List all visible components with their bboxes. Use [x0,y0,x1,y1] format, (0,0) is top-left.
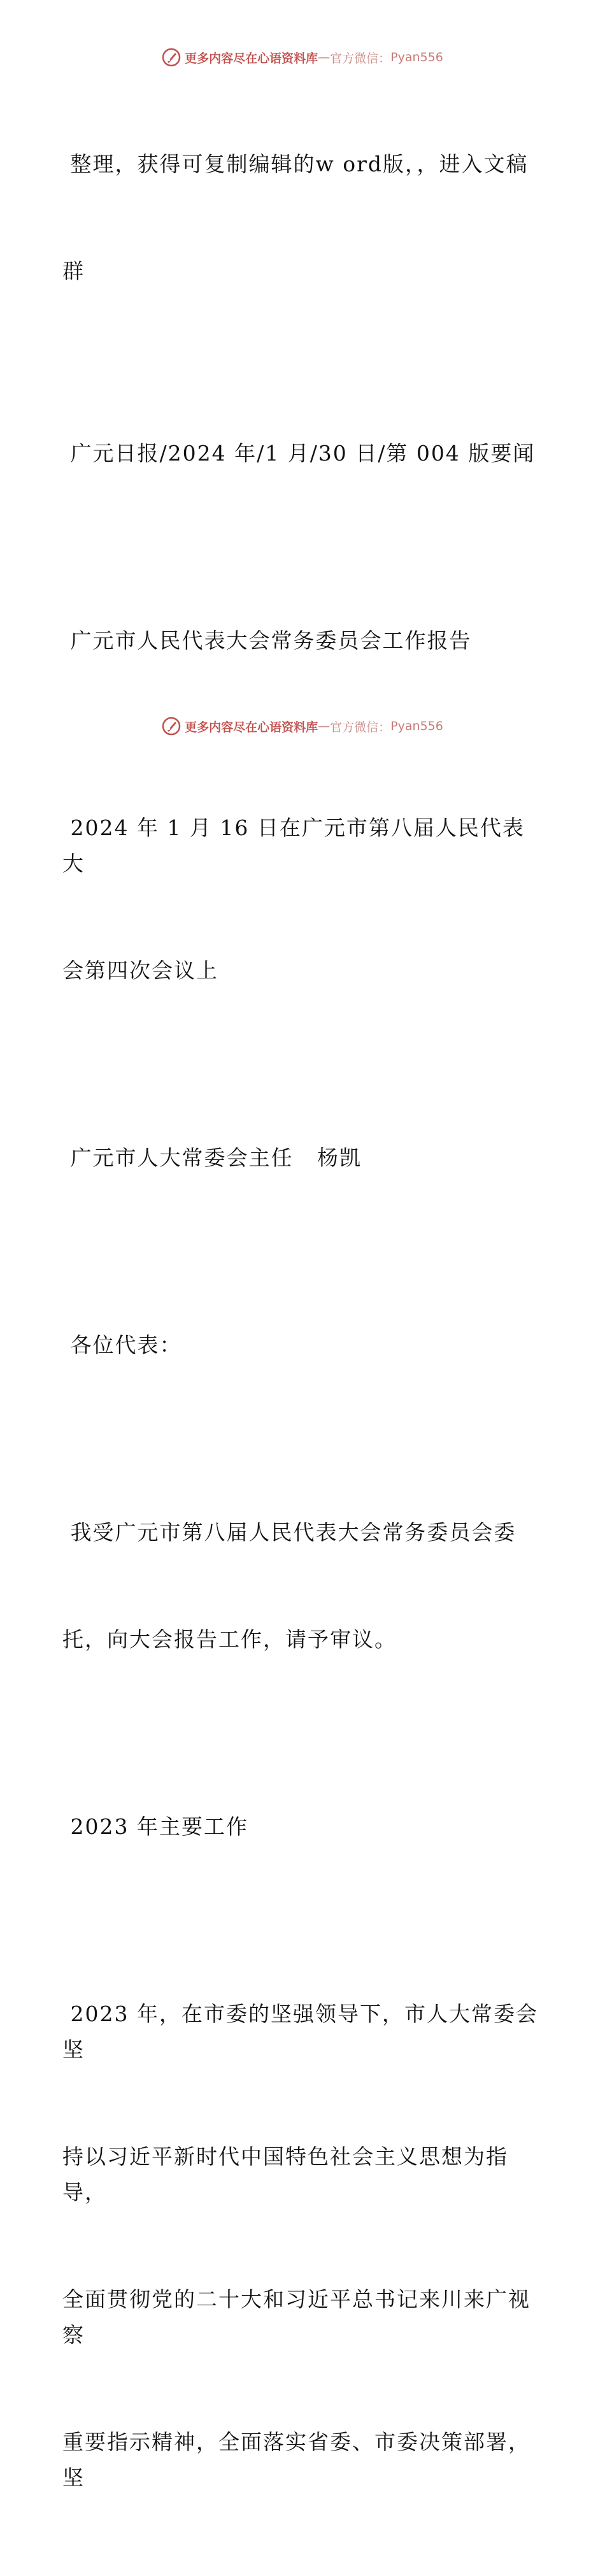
text-line: 2024 年 1 月 16 日在广元市第八届人民代表大 [62,815,525,876]
paragraph-body [62,1925,546,2567]
paragraph-salutation [62,1256,546,1435]
text-line: 2023 年主要工作 [62,1814,248,1839]
text-line: 全面贯彻党的二十大和习近平总书记来川来广视察 [62,2287,530,2347]
paragraph-intro [62,75,546,361]
paragraph-opening [62,1443,546,1729]
quill-logo-icon [162,48,181,67]
watermark-dash: — [318,719,331,733]
text-line: 整理，获得可复制编辑的w ord版，，进入文稿 [62,152,529,176]
footer-watermark [0,715,605,738]
paragraph-title [62,552,546,730]
text-line: 托，向大会报告工作，请予审议。 [62,1627,397,1652]
text-line: 重要指示精神，全面落实省委、市委决策部署，坚 [62,2429,530,2490]
watermark-main-text: 更多内容尽在心语资料库 [185,720,318,734]
watermark-sub-text: 官方微信： [330,720,391,734]
header-watermark [0,46,605,69]
watermark-sub-text: 官方微信： [330,51,391,66]
text-line: 各位代表： [62,1333,182,1357]
watermark-wechat-id: Pyan556 [390,50,443,64]
text-line: 会第四次会议上 [62,958,218,983]
text-line: 我受广元市第八届人民代表大会常务委员会委 [62,1520,516,1545]
document-body [62,75,546,2576]
text-line: 持以习近平新时代中国特色社会主义思想为指导， [62,2144,508,2205]
text-line: 2023 年，在市委的坚强领导下，市人大常委会坚 [62,2001,538,2062]
watermark-main-text: 更多内容尽在心语资料库 [185,51,318,66]
paragraph-date [62,739,546,1060]
quill-logo-icon [162,717,181,736]
text-line: 广元市人民代表大会常务委员会工作报告 [62,628,472,653]
text-line: 群 [62,259,85,283]
paragraph-author [62,1069,546,1247]
watermark-wechat-id: Pyan556 [390,719,443,733]
text-line: 广元日报/2024 年/1 月/30 日/第 004 版要闻 [62,441,536,466]
text-line: 广元市人大常委会主任 杨凯 [62,1145,362,1170]
paragraph-source [62,364,546,543]
paragraph-section-heading [62,1738,546,1916]
watermark-dash: — [318,50,331,64]
